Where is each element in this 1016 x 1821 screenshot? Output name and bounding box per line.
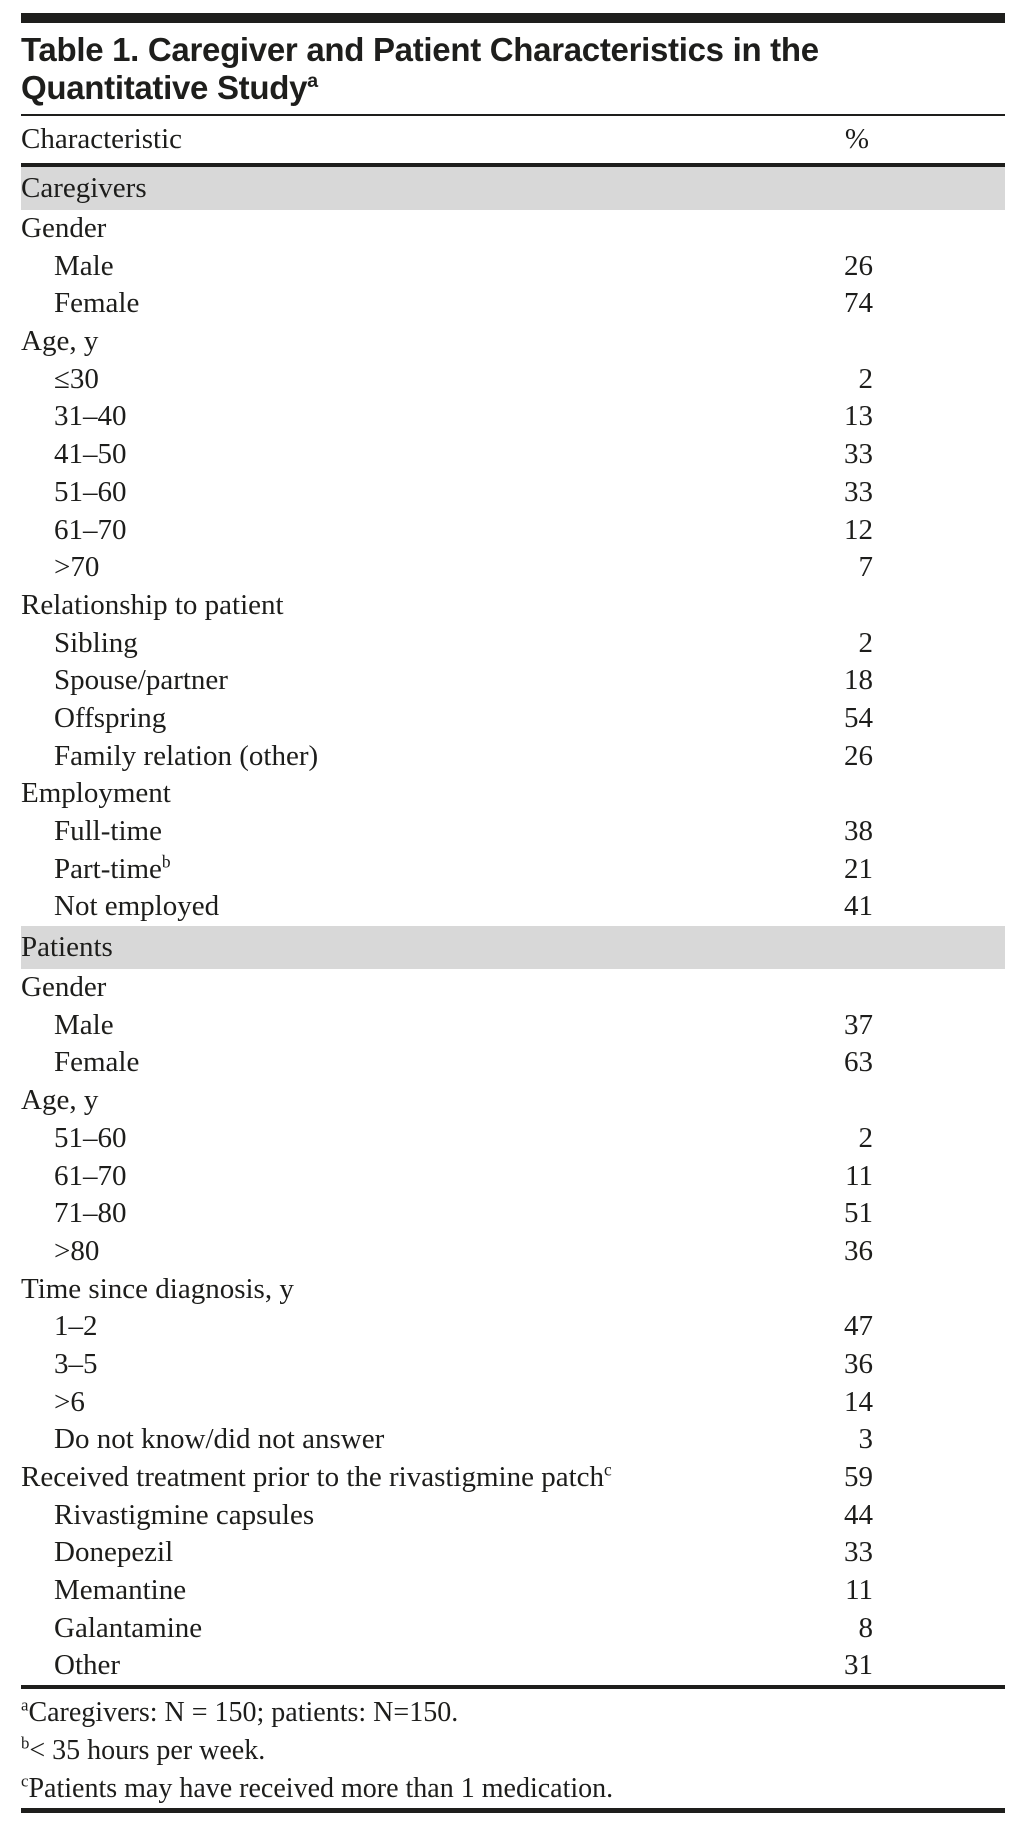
row-label: Sibling	[54, 626, 138, 659]
row-label: 71–80	[54, 1197, 127, 1230]
table-row	[21, 969, 1005, 1007]
row-label: 61–70	[54, 1159, 127, 1192]
row-value: 3	[858, 1423, 873, 1456]
row-label: >80	[54, 1234, 100, 1267]
row-value: 37	[844, 1008, 873, 1041]
row-value: 47	[844, 1310, 873, 1343]
table-row	[21, 1082, 1005, 1120]
table-title-line1: Table 1. Caregiver and Patient Characteristics in the	[21, 31, 819, 68]
row-label: Gender	[21, 212, 107, 244]
table-row	[21, 285, 1005, 323]
table-row	[21, 1120, 1005, 1158]
row-label: Donepezil	[54, 1536, 174, 1569]
row-label: Received treatment prior to the rivastigmine patch$^c$	[21, 1459, 612, 1493]
row-value: 33	[844, 475, 873, 508]
row-value: 26	[844, 739, 873, 772]
table-row	[21, 1044, 1005, 1082]
row-value: 18	[844, 664, 873, 697]
table-row	[21, 625, 1005, 663]
row-value: 7	[858, 551, 873, 584]
table-row	[21, 775, 1005, 813]
table-row	[21, 700, 1005, 738]
section-label: Patients	[21, 931, 113, 964]
row-label: Age, y	[21, 325, 99, 358]
row-value: 31	[844, 1649, 873, 1682]
column-header-percent: %	[844, 123, 869, 155]
row-label: Do not know/did not answer	[54, 1423, 385, 1456]
table-1	[21, 0, 1005, 1813]
table-row	[21, 738, 1005, 776]
row-label: Female	[54, 287, 140, 320]
row-value: 21	[844, 852, 873, 885]
row-value: 63	[844, 1046, 873, 1079]
row-label: Gender	[21, 971, 107, 1004]
row-value: 11	[845, 1574, 873, 1607]
table-row	[21, 512, 1005, 550]
row-value: 8	[858, 1611, 873, 1644]
footnote-marker: b	[161, 851, 171, 872]
row-label: Employment	[21, 777, 171, 810]
row-label: Memantine	[54, 1574, 187, 1607]
row-value: 33	[844, 1536, 873, 1569]
row-label: 61–70	[54, 513, 127, 546]
footnote: $^b$< 35 hours per week.	[21, 1733, 266, 1767]
row-label: 51–60	[54, 475, 127, 508]
table-row	[21, 323, 1005, 361]
table-row	[21, 1421, 1005, 1459]
row-value: 33	[844, 438, 873, 471]
row-label: Offspring	[54, 701, 167, 734]
table-row	[21, 1346, 1005, 1384]
row-value: 2	[858, 626, 873, 659]
row-label: Part-time$^b$	[54, 851, 171, 885]
bottom-rule	[21, 1808, 1005, 1813]
table-row	[21, 1459, 1005, 1497]
row-label: Family relation (other)	[54, 739, 319, 772]
table-row	[21, 474, 1005, 512]
row-value: 44	[844, 1498, 873, 1531]
table-row	[21, 888, 1005, 926]
row-value: 36	[844, 1234, 873, 1267]
footnote-marker: c	[604, 1459, 612, 1480]
row-label: Age, y	[21, 1084, 99, 1117]
table-row	[21, 587, 1005, 625]
section-label: Caregivers	[21, 172, 147, 204]
table-row	[21, 851, 1005, 889]
row-label: 1–2	[54, 1310, 98, 1343]
table-row	[21, 1572, 1005, 1610]
row-label: >6	[54, 1385, 85, 1418]
table-title-footnote-marker: a	[307, 70, 318, 92]
table-row	[21, 1497, 1005, 1535]
row-label: Full-time	[54, 815, 162, 847]
row-value: 12	[844, 513, 873, 546]
row-label: >70	[54, 551, 100, 584]
row-label: Galantamine	[54, 1611, 203, 1644]
table-row	[21, 248, 1005, 286]
table-title	[21, 23, 1005, 114]
top-rule	[21, 13, 1005, 23]
footnote: $^a$Caregivers: N = 150; patients: N=150.	[21, 1695, 459, 1729]
row-label: Spouse/partner	[54, 664, 228, 697]
row-value: 11	[845, 1159, 873, 1192]
footnote: $^c$Patients may have received more than 1 medication.	[21, 1771, 614, 1805]
table-row	[21, 1647, 1005, 1685]
table-row	[21, 1384, 1005, 1422]
row-value: 38	[844, 815, 873, 847]
row-value: 54	[844, 701, 873, 734]
row-label: Female	[54, 1046, 140, 1079]
row-label: 41–50	[54, 438, 127, 471]
table-row	[21, 361, 1005, 399]
row-value: 51	[844, 1197, 873, 1230]
table-row	[21, 1007, 1005, 1045]
table-row	[21, 1233, 1005, 1271]
table-row	[21, 813, 1005, 851]
table-row	[21, 398, 1005, 436]
footnote-marker: b	[21, 1733, 30, 1753]
row-label: 3–5	[54, 1347, 98, 1380]
table-row	[21, 1308, 1005, 1346]
table-row	[21, 662, 1005, 700]
table-title-line2: Quantitative Study	[21, 69, 308, 106]
table-row	[21, 1158, 1005, 1196]
row-label: 31–40	[54, 400, 127, 433]
row-label: 51–60	[54, 1121, 127, 1154]
table-row	[21, 436, 1005, 474]
table-body	[21, 167, 1005, 1685]
row-label: Other	[54, 1649, 121, 1682]
table-row	[21, 1610, 1005, 1648]
row-label: Relationship to patient	[21, 588, 284, 621]
row-label: Time since diagnosis, y	[21, 1272, 294, 1305]
section-header-caregivers	[21, 167, 1005, 210]
column-header-characteristic: Characteristic	[21, 123, 183, 155]
row-value: 2	[858, 1121, 873, 1154]
row-label: Not employed	[54, 890, 220, 923]
footnote-marker: a	[21, 1695, 29, 1715]
footnote-marker: c	[21, 1771, 29, 1791]
row-value: 36	[844, 1347, 873, 1380]
table-row	[21, 1534, 1005, 1572]
table-column-headers	[21, 116, 1005, 163]
row-value: 74	[844, 287, 873, 320]
table-row	[21, 1195, 1005, 1233]
row-value: 2	[858, 362, 873, 395]
section-header-patients	[21, 926, 1005, 969]
row-label: Rivastigmine capsules	[54, 1498, 315, 1531]
table-row	[21, 210, 1005, 248]
footnotes	[21, 1689, 1005, 1808]
row-label: Male	[54, 1008, 114, 1041]
table-row	[21, 1271, 1005, 1309]
table-row	[21, 549, 1005, 587]
row-value: 13	[844, 400, 873, 433]
row-value: 26	[844, 249, 873, 282]
row-value: 59	[844, 1461, 873, 1493]
row-value: 14	[844, 1385, 873, 1418]
row-value: 41	[844, 890, 873, 923]
row-label: Male	[54, 249, 114, 282]
row-label: ≤30	[54, 362, 99, 395]
